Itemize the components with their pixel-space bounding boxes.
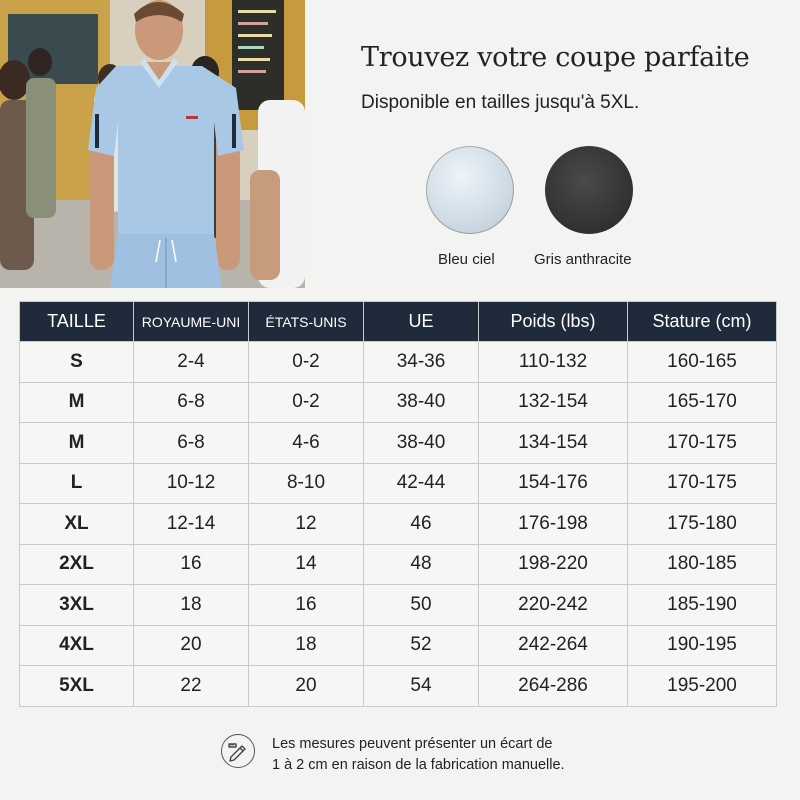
- color-label-sky-blue: Bleu ciel: [438, 251, 495, 268]
- uk-cell: 16: [134, 544, 249, 585]
- measurement-note: [272, 734, 632, 776]
- height-cell: 175-180: [628, 504, 777, 545]
- size-chart-table: [19, 301, 777, 707]
- color-swatch-charcoal[interactable]: [545, 146, 633, 234]
- size-cell: 5XL: [20, 666, 134, 707]
- eu-cell: 38-40: [364, 423, 479, 464]
- column-header-weight: Poids (lbs): [479, 302, 628, 342]
- us-cell: 4-6: [249, 423, 364, 464]
- us-cell: 16: [249, 585, 364, 626]
- table-row: [20, 625, 777, 666]
- weight-cell: 198-220: [479, 544, 628, 585]
- note-line-1: Les mesures peuvent présenter un écart de: [272, 736, 553, 752]
- uk-cell: 20: [134, 625, 249, 666]
- height-cell: 195-200: [628, 666, 777, 707]
- size-cell: 3XL: [20, 585, 134, 626]
- table-row: [20, 342, 777, 383]
- size-cell: 4XL: [20, 625, 134, 666]
- eu-cell: 42-44: [364, 463, 479, 504]
- table-row: [20, 423, 777, 464]
- eu-cell: 48: [364, 544, 479, 585]
- uk-cell: 6-8: [134, 423, 249, 464]
- column-header-height: Stature (cm): [628, 302, 777, 342]
- product-photo: [0, 0, 305, 288]
- us-cell: 14: [249, 544, 364, 585]
- eu-cell: 52: [364, 625, 479, 666]
- weight-cell: 154-176: [479, 463, 628, 504]
- pencil-ruler-icon: [221, 734, 255, 768]
- table-row: [20, 544, 777, 585]
- color-label-charcoal: Gris anthracite: [534, 251, 632, 268]
- height-cell: 170-175: [628, 423, 777, 464]
- uk-cell: 12-14: [134, 504, 249, 545]
- uk-cell: 2-4: [134, 342, 249, 383]
- eu-cell: 38-40: [364, 382, 479, 423]
- column-header-eu: UE: [364, 302, 479, 342]
- uk-cell: 10-12: [134, 463, 249, 504]
- eu-cell: 54: [364, 666, 479, 707]
- height-cell: 180-185: [628, 544, 777, 585]
- size-cell: M: [20, 423, 134, 464]
- weight-cell: 132-154: [479, 382, 628, 423]
- height-cell: 170-175: [628, 463, 777, 504]
- size-cell: XL: [20, 504, 134, 545]
- table-row: [20, 585, 777, 626]
- height-cell: 185-190: [628, 585, 777, 626]
- eu-cell: 50: [364, 585, 479, 626]
- us-cell: 0-2: [249, 382, 364, 423]
- size-cell: 2XL: [20, 544, 134, 585]
- column-header-size: TAILLE: [20, 302, 134, 342]
- weight-cell: 264-286: [479, 666, 628, 707]
- column-header-us: ÉTATS-UNIS: [249, 302, 364, 342]
- eu-cell: 34-36: [364, 342, 479, 383]
- uk-cell: 6-8: [134, 382, 249, 423]
- us-cell: 12: [249, 504, 364, 545]
- note-line-2: 1 à 2 cm en raison de la fabrication manuelle.: [272, 757, 565, 773]
- uk-cell: 22: [134, 666, 249, 707]
- table-row: [20, 504, 777, 545]
- page-title: Trouvez votre coupe parfaite: [361, 42, 750, 73]
- uk-cell: 18: [134, 585, 249, 626]
- size-cell: S: [20, 342, 134, 383]
- height-cell: 160-165: [628, 342, 777, 383]
- weight-cell: 242-264: [479, 625, 628, 666]
- us-cell: 18: [249, 625, 364, 666]
- height-cell: 190-195: [628, 625, 777, 666]
- size-cell: M: [20, 382, 134, 423]
- table-header-row: [20, 302, 777, 342]
- weight-cell: 134-154: [479, 423, 628, 464]
- eu-cell: 46: [364, 504, 479, 545]
- table-row: [20, 382, 777, 423]
- weight-cell: 110-132: [479, 342, 628, 383]
- color-swatch-sky-blue[interactable]: [426, 146, 514, 234]
- us-cell: 20: [249, 666, 364, 707]
- us-cell: 0-2: [249, 342, 364, 383]
- table-row: [20, 463, 777, 504]
- table-row: [20, 666, 777, 707]
- us-cell: 8-10: [249, 463, 364, 504]
- weight-cell: 220-242: [479, 585, 628, 626]
- size-cell: L: [20, 463, 134, 504]
- column-header-uk: ROYAUME-UNI: [134, 302, 249, 342]
- weight-cell: 176-198: [479, 504, 628, 545]
- height-cell: 165-170: [628, 382, 777, 423]
- page-subtitle: Disponible en tailles jusqu'à 5XL.: [361, 92, 640, 113]
